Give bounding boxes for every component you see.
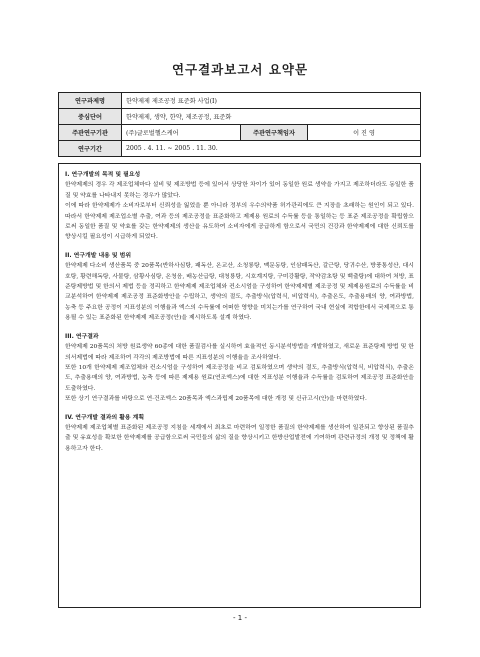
section-paragraph: 한약제제 제조업체별 표준화된 제조공정 지침을 세계에서 최초로 마련하여 일정한 품질의 한약제제를 생산하여 일관되고 향상된 품질추출 및 유효성을 확보한 한약제제를 공급함으로써 국민들의 삶의 질을 향상시키고 한방산업발전에 기여하며 관련규정의 개정 및 정책에 활용하고자 한다. bbox=[65, 424, 414, 452]
section-title: IV. 연구개발 결과의 활용 계획 bbox=[65, 414, 145, 421]
info-row-keywords bbox=[59, 109, 421, 125]
page-number: - 1 - bbox=[233, 614, 247, 622]
info-row-period bbox=[59, 141, 421, 157]
keywords-label: 중심단어 bbox=[59, 109, 122, 125]
org-value: (주)글로벌헬스케어 bbox=[122, 125, 241, 141]
section-paragraph: 한약제제 20품목의 처방 원료생약 60종에 대한 품질검사를 실시하여 효율적인 동시분석방법을 개발하였고, 새로운 표준탕제 방법 및 한의서제법에 따라 제조하여 각각의 제조방법에 따른 지표성분의 이행율을 조사하였다. bbox=[65, 344, 414, 361]
section-utilization bbox=[65, 413, 414, 455]
org-label: 주관연구기관 bbox=[59, 125, 122, 141]
lead-value: 이 진 영 bbox=[308, 125, 421, 141]
summary-body bbox=[58, 163, 421, 608]
section-scope bbox=[65, 251, 414, 324]
lead-label: 주관연구책임자 bbox=[241, 125, 308, 141]
info-table bbox=[58, 92, 421, 157]
section-paragraph: 한약제제의 경우 각 제조업체마다 설비 및 제조방법 등에 있어서 상당한 차이가 있어 동일한 원료 생약을 가지고 제조하더라도 동일한 품질 및 약효를 나타내지 못하는 경우가 많았다. bbox=[65, 182, 414, 199]
section-title: II. 연구개발 내용 및 범위 bbox=[65, 252, 132, 259]
section-paragraph: 또한 상기 연구결과를 바탕으로 연·건조엑스 20품목과 엑스과립제 20품목에 대한 개정 및 신규고시(안)을 마련하였다. bbox=[65, 396, 367, 403]
project-name-label: 연구과제명 bbox=[59, 93, 122, 109]
section-paragraph: 이에 따라 한약제제가 소비자로부터 신뢰성을 잃었을 뿐 아니라 정부의 우수의약품 허가관리에도 큰 지장을 초래하는 원인이 되고 있다. 따라서 한약제제 제조업소별 추출, 여과 등의 제조공정을 표준화하고 제제용 원료의 수득률 등을 통일하는 등 표준 제조공정을 확립함으로써 동일한 품질 및 약효를 갖는 한약제제의 생산을 유도하여 소비자에게 공급하게 함으로서 국민의 건강과 한약제제에 대한 신뢰도를 향상시킬 필요성이 시급하게 되었다. bbox=[65, 203, 414, 241]
page-title: 연구결과보고서 요약문 bbox=[171, 62, 309, 77]
project-name-value: 한약제제 제조공정 표준화 사업(I) bbox=[122, 93, 421, 109]
section-title: I. 연구개발의 목적 및 필요성 bbox=[65, 172, 141, 178]
info-row-project bbox=[59, 93, 421, 109]
section-paragraph: 또한 10개 한약제제 제조업체와 컨소시엄을 구성하여 제조공정을 비교 검토하였으며 생약의 절도, 추출방식(압력식, 비압력식), 추출온도, 추출용매의 양, 여과방법, 농축 등에 따른 제제용 원료(연조엑스)에 대한 지표성분 이행율과 수득률을 검토하여 제조공정 표준화안을 도출하였다. bbox=[65, 364, 414, 392]
keywords-value: 한약제제, 생약, 한약, 제조공정, 표준화 bbox=[122, 109, 421, 125]
info-row-org bbox=[59, 125, 421, 141]
section-title: III. 연구결과 bbox=[65, 333, 99, 340]
period-label: 연구기간 bbox=[59, 141, 122, 157]
section-purpose bbox=[65, 170, 414, 243]
section-paragraph: 한약제제 다소비 생산품목 중 20품목(반하사심탕, 패독산, 온교산, 소청룡탕, 맥문동탕, 인삼패독산, 갈근탕, 당귀수산, 방풍통성산, 대시호탕, 황련해독탕, 사물탕, 삼황사심탕, 온청음, 배농산급탕, 대청룡탕, 시호계지탕, 구미강활탕, 작약감초탕 및 백출탕)에 대하여 처방, 표준탕제방법 및 한의서 제법 등을 정리하고 한약제제 제조업체와 컨소시엄을 구성하여 한약제제별 제조공정 및 제제용원료의 수득률을 비교분석하여 한약제제 제조공정 표준화방안을 수립하고, 생약의 절도, 추출방식(압력식, 비압력식), 추출온도, 추출용매의 양, 여과방법, 농축 등 주요한 공정이 지표성분의 이행율과 엑스의 수득률에 어떠한 영향을 미치는가를 연구하여 국내 현실에 적합한데서 국제적으로 통용될 수 있는 표준화된 한약제제 제조공정(안)을 제시하도록 설계 하였다. bbox=[65, 263, 414, 322]
section-results bbox=[65, 332, 414, 405]
period-value: 2005 . 4. 11. ~ 2005 . 11. 30. bbox=[122, 141, 421, 157]
